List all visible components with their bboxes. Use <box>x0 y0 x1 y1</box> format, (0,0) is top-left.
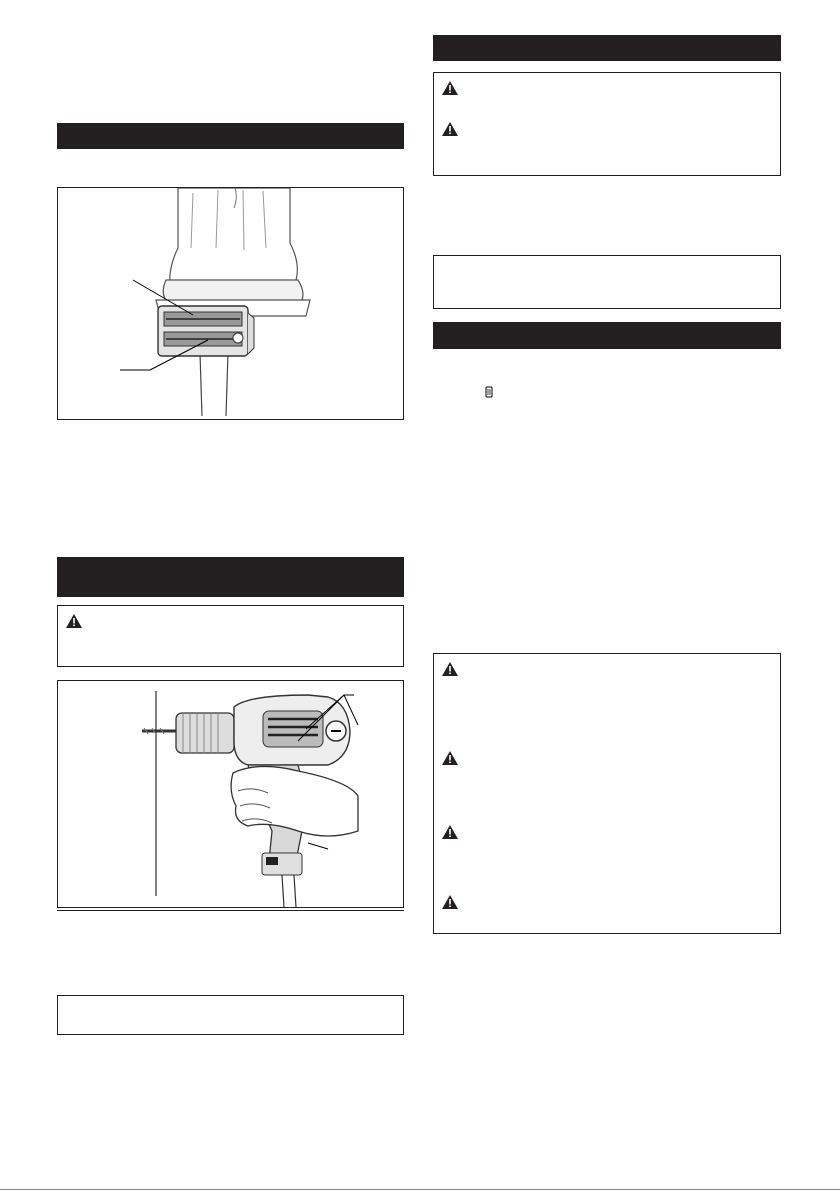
warning-triangle-icon <box>442 122 458 136</box>
warning-box-right-top <box>433 72 781 176</box>
warning-box-left <box>57 605 404 667</box>
figure-drill-holding <box>57 680 404 908</box>
warning-triangle-icon <box>442 895 458 909</box>
battery-indicator-icon <box>485 386 493 398</box>
figure-bit-holder <box>57 187 404 420</box>
section-header-bar-right-2 <box>433 322 781 349</box>
section-header-bar-right-1 <box>433 35 781 61</box>
note-box-right <box>433 255 781 309</box>
warning-triangle-icon <box>442 81 458 95</box>
warning-triangle-icon <box>66 614 82 628</box>
figure-rule <box>57 910 404 911</box>
page-bottom-rule <box>0 1189 840 1190</box>
note-box-left <box>57 995 404 1035</box>
drill-holding-illustration <box>58 681 403 907</box>
section-header-bar-left-2 <box>57 557 404 597</box>
warning-triangle-icon <box>442 825 458 839</box>
section-header-bar-left-1 <box>57 123 404 149</box>
warning-triangle-icon <box>442 662 458 676</box>
warning-triangle-icon <box>442 751 458 765</box>
warning-box-right-bottom <box>433 653 781 934</box>
bit-holder-illustration <box>58 188 403 419</box>
